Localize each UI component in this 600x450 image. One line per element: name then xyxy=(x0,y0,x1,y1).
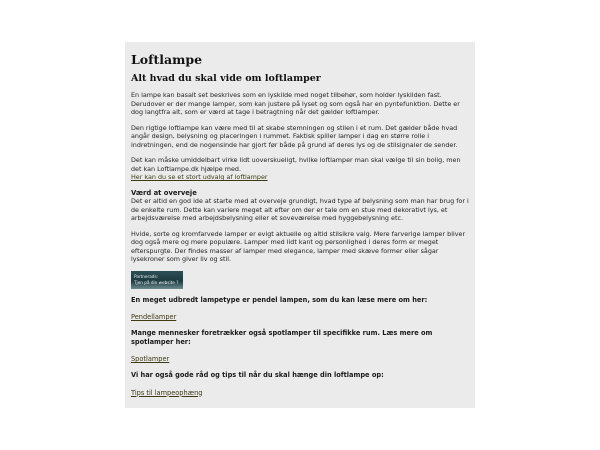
tips-link[interactable]: Tips til lampeophæng xyxy=(131,388,203,397)
link-block-tips xyxy=(131,371,469,399)
link-block-spot xyxy=(131,329,469,365)
intro-paragraph-2: Den rigtige loftlampe kan være med til at skabe stemningen og stilen i et rum. Det gælder både hvad angår design, belysning og placeringen i rummet. Faktisk spiller lamper i dag en større rolle i indretningen, end de nogensinde har gjort før både på grund af deres lys og de stilsignaler de sender. xyxy=(131,123,458,149)
page-title: Loftlampe xyxy=(131,52,203,67)
section-paragraph-2: Hvide, sorte og kromfarvede lamper er evigt aktuelle og altid stilsikre valg. Mere farverige lamper bliver dog også mere og mere populære. Lamper med lidt kant og personlighed i deres form er meget efterspurgte. Der findes masser af lamper med elegance, lamper med skæve former eller sågar lysekroner som giver liv og stil. xyxy=(131,229,466,263)
link-block-text: Vi har også gode råd og tips til når du skal hænge din loftlampe op: xyxy=(131,371,384,379)
link-block-text: En meget udbredt lampetype er pendel lampen, som du kan læse mere om her: xyxy=(131,295,428,304)
link-block-pendel xyxy=(131,296,469,324)
intro-paragraph-1: En lampe kan basalt set beskrives som en lyskilde med noget tilbehør, som holder lyskilden fast. Derudover er der mange lamper, som kan justere på lyset og som også har en pyntefunktion. Dette er dog langtfra alt, som er værd at tage i betragtning når det gælder loftlamper. xyxy=(131,91,460,116)
partner-ad-banner[interactable] xyxy=(131,271,183,289)
spot-link[interactable]: Spotlamper xyxy=(131,355,170,363)
intro-paragraph-3-text: Det kan måske umiddelbart virke lidt uoverskueligt, hvilke loftlamper man skal vælge til sin bolig, men det kan Loftlampe.dk hjælpe med. xyxy=(131,156,461,173)
banner-line-2: Tjen på din website ? xyxy=(134,279,179,285)
page-subtitle: Alt hvad du skal vide om loftlamper xyxy=(131,73,321,84)
section-paragraph-1: Det er altid en god ide at starte med at overveje grundigt, hvad type af belysning som man har brug for i de enkelte rum. Dette kan variere meget alt efter om der er tale om en stue med dekorativt lys, et arbejdsværelse med arbejdsbelysning eller et soveværelse med hyggebelysning etc. xyxy=(131,197,469,222)
section-heading: Værd at overveje xyxy=(131,188,197,197)
pendel-link[interactable]: Pendellamper xyxy=(131,313,177,321)
link-block-text: Mange mennesker foretrækker også spotlamper til specifikke rum. Læs mere om spotlamper her: xyxy=(131,329,433,346)
selection-link[interactable]: Her kan du se et stort udvalg af loftlamper xyxy=(131,173,268,181)
content-panel xyxy=(125,42,475,408)
intro-paragraph-3 xyxy=(131,156,469,182)
banner-line-1: Partnerads: xyxy=(134,273,159,279)
